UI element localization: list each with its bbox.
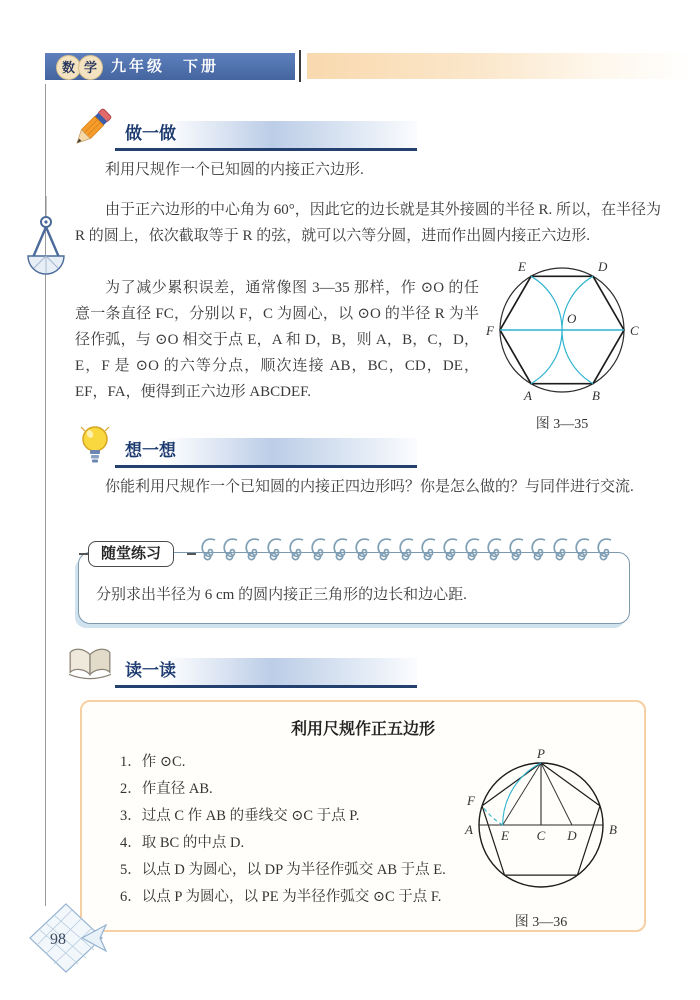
figure-caption: 图 3—36	[514, 915, 568, 930]
figure-3-36	[450, 746, 632, 931]
step-item: 4．取 BC 的中点 D.	[120, 835, 245, 851]
section-title: 做一做	[125, 124, 176, 143]
figure-caption: 图 3—35	[535, 417, 589, 432]
paragraph: 你能利用尺规作一个已知圆的内接正四边形吗？你是怎么做的？与同伴进行交流.	[105, 479, 634, 495]
paragraph: 利用尺规作一个已知圆的内接正六边形.	[105, 162, 364, 178]
point-label-A: A	[524, 388, 532, 403]
point-label-O: O	[567, 311, 577, 326]
section-title: 读一读	[125, 661, 176, 680]
point-label-E: E	[518, 259, 526, 274]
section-title: 想一想	[125, 441, 176, 460]
lightbulb-icon	[76, 424, 114, 474]
spiral-binding-icon	[198, 536, 622, 574]
section-header-do	[115, 121, 417, 151]
read-panel	[80, 700, 646, 932]
point-label-D: D	[598, 259, 608, 274]
label-connector	[79, 553, 88, 555]
subject-badge: 学	[78, 55, 103, 80]
compass-icon	[18, 196, 74, 280]
page-number-fish-icon	[24, 900, 114, 976]
header-bar	[45, 53, 295, 80]
paragraph: 由于正六边形的中心角为 60°，因此它的边长就是其外接圆的半径 R. 所以，在半径为 R 的圆上，依次截取等于 R 的弦，就可以六等分圆，进而作出圆内接正六边形.	[75, 202, 662, 244]
point-label-C: C	[630, 323, 639, 338]
point-label-F: F	[486, 323, 494, 338]
step-item: 6．以点 P 为圆心，以 PE 为半径作弧交 ⊙C 于点 F.	[120, 889, 442, 905]
book-title: 九年级 下册	[111, 58, 220, 75]
point-label-B: B	[592, 388, 600, 403]
point-label-A: A	[465, 822, 473, 837]
open-book-icon	[66, 644, 114, 684]
point-label-B: B	[609, 822, 617, 837]
label-connector	[187, 553, 196, 555]
step-item: 1．作 ⊙C.	[120, 754, 186, 770]
step-item: 2．作直径 AB.	[120, 781, 213, 797]
subject-badge: 数	[56, 55, 81, 80]
exercise-text: 分别求出半径为 6 cm 的圆内接正三角形的边长和边心距.	[96, 587, 467, 603]
pentagon-construction-diagram	[450, 746, 632, 904]
header-divider	[299, 50, 301, 82]
figure-3-35	[474, 254, 650, 433]
step-item: 5．以点 D 为圆心，以 DP 为半径作弧交 AB 于点 E.	[120, 862, 446, 878]
header-accent-bar	[307, 53, 693, 79]
point-label-F: F	[467, 793, 475, 808]
paragraph: 为了减少累积误差，通常像图 3—35 那样，作 ⊙O 的任意一条直径 FC，分别以 F，C 为圆心，以 ⊙O 的半径 R 为半径作弧，与 ⊙O 相交于点 E，A 和 D，B，则 A，B，C，D，E，F 是 ⊙O 的六等分点，顺次连接 AB，BC，CD，DE，EF，FA，便得到正六边形 ABCDEF.	[75, 280, 479, 400]
point-label-D: D	[567, 828, 577, 843]
point-label-P: P	[537, 746, 545, 761]
exercise-label: 随堂练习	[88, 541, 174, 567]
step-item: 3．过点 C 作 AB 的垂线交 ⊙C 于点 P.	[120, 808, 360, 824]
point-label-E: E	[501, 828, 509, 843]
page-number: 98	[50, 931, 66, 948]
panel-title: 利用尺规作正五边形	[290, 721, 435, 738]
hexagon-construction-diagram	[474, 254, 650, 406]
pencil-icon	[68, 106, 114, 152]
segment-PD	[541, 763, 572, 825]
section-header-read	[115, 658, 417, 688]
section-header-think	[115, 438, 417, 468]
point-label-C: C	[536, 828, 546, 843]
